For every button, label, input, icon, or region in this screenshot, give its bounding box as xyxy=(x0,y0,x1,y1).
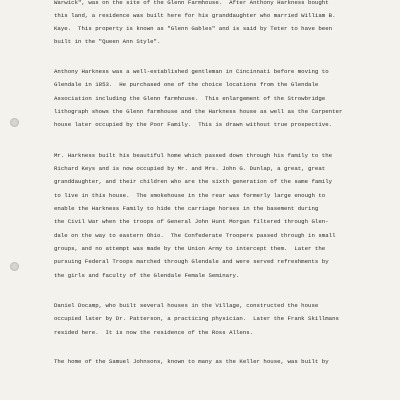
text-line: granddaughter, and their children who are the sixth generation of the same family xyxy=(54,178,333,185)
text-line: Association including the Glenn farmhouse. This enlargement of the Strowbridge xyxy=(54,95,326,102)
text-line: resided here. It is now the residence of the Ross Allens. xyxy=(54,329,254,336)
text-line: Anthony Harkness was a well-established gentleman in Cincinnati before moving to xyxy=(54,68,329,75)
text-line: this land, a residence was built here for his granddaughter who married William B. xyxy=(54,12,336,19)
text-line: the girls and faculty of the Glendale Female Seminary. xyxy=(54,272,240,279)
text-line: house later occupied by the Poor Family. This is drawn without true prospective. xyxy=(54,121,333,128)
text-line: Kaye. This property is known as "Glenn Gables" and is said by Teter to have been xyxy=(54,25,333,32)
text-line: enable the Harkness Family to hide the carriage horses in the basement during xyxy=(54,205,319,212)
text-line: Richard Keys and is now occupied by Mr. and Mrs. John G. Dunlap, a great, great xyxy=(54,165,326,172)
text-line: dale on the way to eastern Ohio. The Confederate Troopers passed through in small xyxy=(54,232,336,239)
binder-hole xyxy=(10,262,19,271)
text-line: occupied later by Dr. Patterson, a practicing physician. Later the Frank Skillmans xyxy=(54,315,339,322)
text-line: groups, and no attempt was made by the Union Army to intercept them. Later the xyxy=(54,245,326,252)
text-line: pursuing Federal Troops marched through Glendale and were served refreshments by xyxy=(54,258,329,265)
text-line: built in the "Queen Ann Style". xyxy=(54,38,161,45)
text-line: Glendale in 1853. He purchased one of the choice locations from the Glendale xyxy=(54,81,319,88)
text-line: The home of the Samuel Johnsons, known to many as the Keller house, was built by xyxy=(54,358,329,365)
text-line: the Civil War when the troops of General John Hunt Morgan filtered through Glen- xyxy=(54,218,329,225)
text-line: lithograph shows the Glenn farmhouse and the Harkness house as well as the Carpenter xyxy=(54,108,343,115)
text-line: Mr. Harkness built his beautiful home which passed down through his family to the xyxy=(54,152,333,159)
text-line: to live in this house. The smokehouse in the rear was formerly large enough to xyxy=(54,192,326,199)
text-line: Daniel Docamp, who built several houses in the Village, constructed the house xyxy=(54,302,319,309)
binder-hole xyxy=(10,118,19,127)
text-line: Warwick", was on the site of the Glenn Farmhouse. After Anthony Harkness bought xyxy=(54,0,329,6)
